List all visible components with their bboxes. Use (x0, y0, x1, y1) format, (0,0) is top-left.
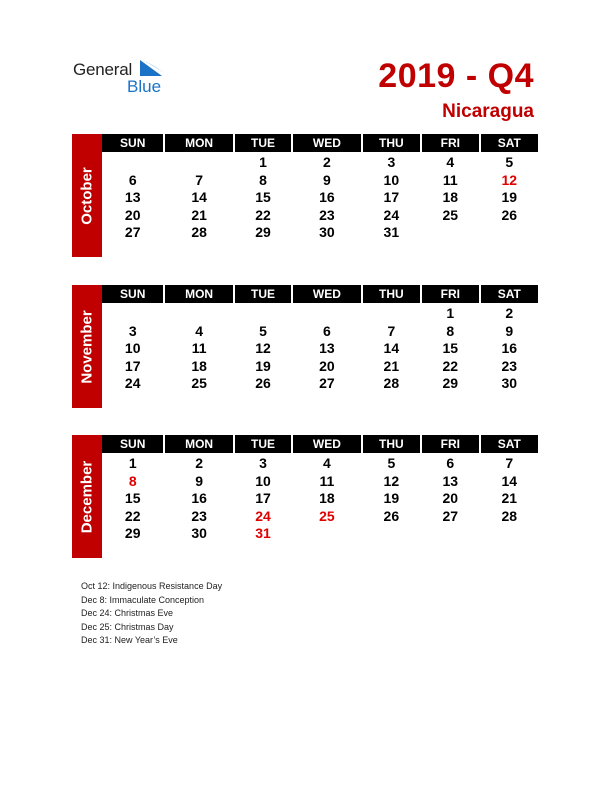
day-cell: 5 (387, 455, 396, 471)
week-row (102, 375, 540, 393)
week-row (102, 189, 540, 207)
day-cell: 23 (191, 507, 207, 524)
logo-triangle-icon (140, 60, 166, 78)
empty-day-cell (235, 305, 291, 323)
day-cell: 5 (505, 154, 514, 170)
week-row (102, 207, 540, 225)
weekday-header-row (102, 285, 540, 303)
day-cell: 21 (191, 206, 207, 223)
holiday-item: Dec 25: Christmas Day (81, 621, 174, 632)
day-cell: 19 (383, 490, 400, 506)
day-cell: 15 (124, 490, 141, 506)
day-cell: 31 (255, 525, 271, 541)
weekday-header: THU (363, 285, 420, 303)
day-cell: 19 (255, 357, 271, 374)
empty-day-cell (293, 525, 360, 543)
day-cell: 13 (319, 340, 335, 356)
weekday-header: MON (165, 435, 232, 453)
day-cell: 8 (128, 472, 137, 489)
week-row (102, 154, 540, 172)
day-cell: 6 (446, 455, 455, 471)
day-cell: 17 (124, 357, 141, 374)
day-cell: 27 (442, 507, 459, 524)
holiday-item: Dec 31: New Year’s Eve (81, 635, 178, 645)
weekday-header: SUN (102, 134, 163, 152)
day-cell: 21 (383, 357, 400, 374)
day-cell: 28 (383, 375, 400, 391)
day-cell: 26 (501, 206, 518, 223)
weekday-header: MON (165, 134, 232, 152)
day-cell: 4 (195, 322, 203, 339)
weekday-header: TUE (235, 435, 291, 453)
day-grid (102, 455, 540, 543)
empty-day-cell (363, 525, 420, 543)
day-cell: 11 (442, 171, 458, 188)
weekday-header: WED (293, 285, 360, 303)
day-cell: 31 (383, 224, 400, 240)
day-cell: 17 (383, 189, 400, 205)
empty-day-cell (165, 305, 232, 323)
month-label-bar (72, 285, 102, 408)
day-cell: 12 (383, 472, 400, 489)
weekday-header: MON (165, 285, 232, 303)
day-cell: 21 (501, 490, 518, 506)
day-cell: 28 (501, 507, 518, 524)
day-cell: 15 (442, 340, 459, 356)
week-row (102, 323, 540, 341)
day-cell: 22 (124, 507, 141, 524)
day-cell: 1 (128, 455, 137, 471)
day-cell: 11 (319, 472, 335, 489)
day-cell: 10 (255, 472, 271, 489)
weekday-header: SAT (481, 134, 538, 152)
week-row (102, 224, 540, 242)
empty-day-cell (363, 305, 420, 323)
day-cell: 3 (128, 322, 137, 339)
empty-day-cell (422, 525, 478, 543)
day-cell: 1 (446, 305, 455, 321)
weekday-header: THU (363, 134, 420, 152)
day-cell: 20 (319, 357, 335, 374)
empty-day-cell (102, 154, 163, 172)
day-cell: 13 (442, 472, 459, 489)
logo-text-general: General (73, 60, 133, 79)
day-cell: 24 (124, 375, 141, 391)
day-cell: 16 (319, 189, 335, 205)
weekday-header: FRI (422, 134, 478, 152)
logo-text-blue: Blue (127, 77, 162, 96)
day-cell: 16 (191, 490, 207, 506)
weekday-header: SAT (481, 285, 538, 303)
day-cell: 7 (195, 171, 203, 188)
page-title: 2019 - Q4 (378, 57, 534, 95)
month-label: December (78, 460, 96, 533)
day-cell: 2 (195, 455, 203, 471)
day-cell: 29 (442, 375, 459, 391)
day-cell: 10 (383, 171, 400, 188)
weekday-header: SUN (102, 435, 163, 453)
day-cell: 27 (124, 224, 141, 240)
day-cell: 4 (323, 455, 331, 471)
weekday-header-row (102, 134, 540, 152)
empty-day-cell (293, 305, 360, 323)
month-december (72, 435, 540, 558)
day-cell: 13 (124, 189, 141, 205)
day-cell: 11 (191, 340, 207, 356)
day-cell: 16 (501, 340, 518, 356)
day-cell: 1 (259, 154, 267, 170)
day-cell: 6 (128, 171, 137, 188)
weekday-header: SAT (481, 435, 538, 453)
week-row (102, 525, 540, 543)
week-row (102, 455, 540, 473)
day-cell: 12 (255, 340, 271, 356)
day-cell: 4 (446, 154, 455, 170)
holiday-list (81, 580, 222, 648)
weekday-header: FRI (422, 435, 478, 453)
week-row (102, 172, 540, 190)
day-cell: 25 (319, 507, 335, 524)
day-cell: 14 (191, 189, 207, 205)
week-row (102, 490, 540, 508)
day-cell: 18 (191, 357, 207, 374)
day-cell: 7 (505, 455, 514, 471)
day-cell: 24 (255, 507, 271, 524)
day-cell: 3 (259, 455, 267, 471)
day-cell: 8 (446, 322, 455, 339)
month-label: November (78, 309, 96, 384)
day-cell: 25 (191, 375, 207, 391)
day-cell: 3 (387, 154, 396, 170)
month-november (72, 285, 540, 408)
holiday-item: Dec 24: Christmas Eve (81, 608, 174, 618)
weekday-header: WED (293, 435, 360, 453)
day-cell: 24 (383, 206, 400, 223)
day-cell: 9 (505, 322, 514, 339)
day-cell: 14 (501, 472, 518, 489)
weekday-header: TUE (235, 285, 291, 303)
day-cell: 8 (259, 171, 267, 188)
month-label: October (78, 166, 96, 225)
day-cell: 29 (255, 224, 271, 240)
weekday-header: FRI (422, 285, 478, 303)
empty-day-cell (481, 224, 538, 242)
day-cell: 30 (319, 224, 335, 240)
day-cell: 7 (387, 322, 396, 339)
weekday-header: TUE (235, 134, 291, 152)
month-october (72, 134, 540, 257)
weekday-header: THU (363, 435, 420, 453)
day-cell: 28 (191, 224, 207, 240)
day-cell: 25 (442, 206, 459, 223)
week-row (102, 358, 540, 376)
day-cell: 18 (442, 189, 459, 205)
week-row (102, 340, 540, 358)
day-cell: 15 (255, 189, 271, 205)
day-cell: 9 (195, 472, 203, 489)
day-cell: 23 (501, 357, 518, 374)
day-cell: 9 (323, 171, 331, 188)
day-cell: 18 (319, 490, 335, 506)
month-label-bar (72, 435, 102, 558)
day-cell: 2 (323, 154, 331, 170)
weekday-header: SUN (102, 285, 163, 303)
country-name: Nicaragua (442, 101, 534, 122)
day-cell: 20 (442, 490, 459, 506)
day-cell: 12 (501, 171, 518, 188)
day-cell: 26 (383, 507, 400, 524)
day-cell: 5 (259, 322, 267, 339)
month-label-bar (72, 134, 102, 257)
empty-day-cell (481, 525, 538, 543)
day-cell: 29 (124, 525, 141, 541)
empty-day-cell (422, 224, 478, 242)
day-cell: 20 (124, 206, 141, 223)
day-cell: 14 (383, 340, 400, 356)
day-cell: 6 (323, 322, 331, 339)
week-row (102, 305, 540, 323)
day-cell: 10 (124, 340, 141, 356)
day-cell: 22 (442, 357, 459, 374)
day-cell: 30 (191, 525, 207, 541)
day-cell: 23 (319, 206, 335, 223)
day-cell: 30 (501, 375, 518, 391)
day-cell: 2 (505, 305, 514, 321)
holiday-item: Oct 12: Indigenous Resistance Day (81, 581, 223, 591)
day-cell: 17 (255, 490, 271, 506)
week-row (102, 508, 540, 526)
holiday-item: Dec 8: Immaculate Conception (81, 594, 205, 605)
day-grid (102, 154, 540, 242)
day-cell: 22 (255, 206, 271, 223)
day-cell: 26 (255, 375, 271, 391)
empty-day-cell (102, 305, 163, 323)
day-cell: 27 (319, 375, 335, 391)
logo (73, 58, 173, 98)
week-row (102, 473, 540, 491)
weekday-header: WED (293, 134, 360, 152)
day-grid (102, 305, 540, 393)
empty-day-cell (165, 154, 232, 172)
weekday-header-row (102, 435, 540, 453)
day-cell: 19 (501, 189, 518, 205)
